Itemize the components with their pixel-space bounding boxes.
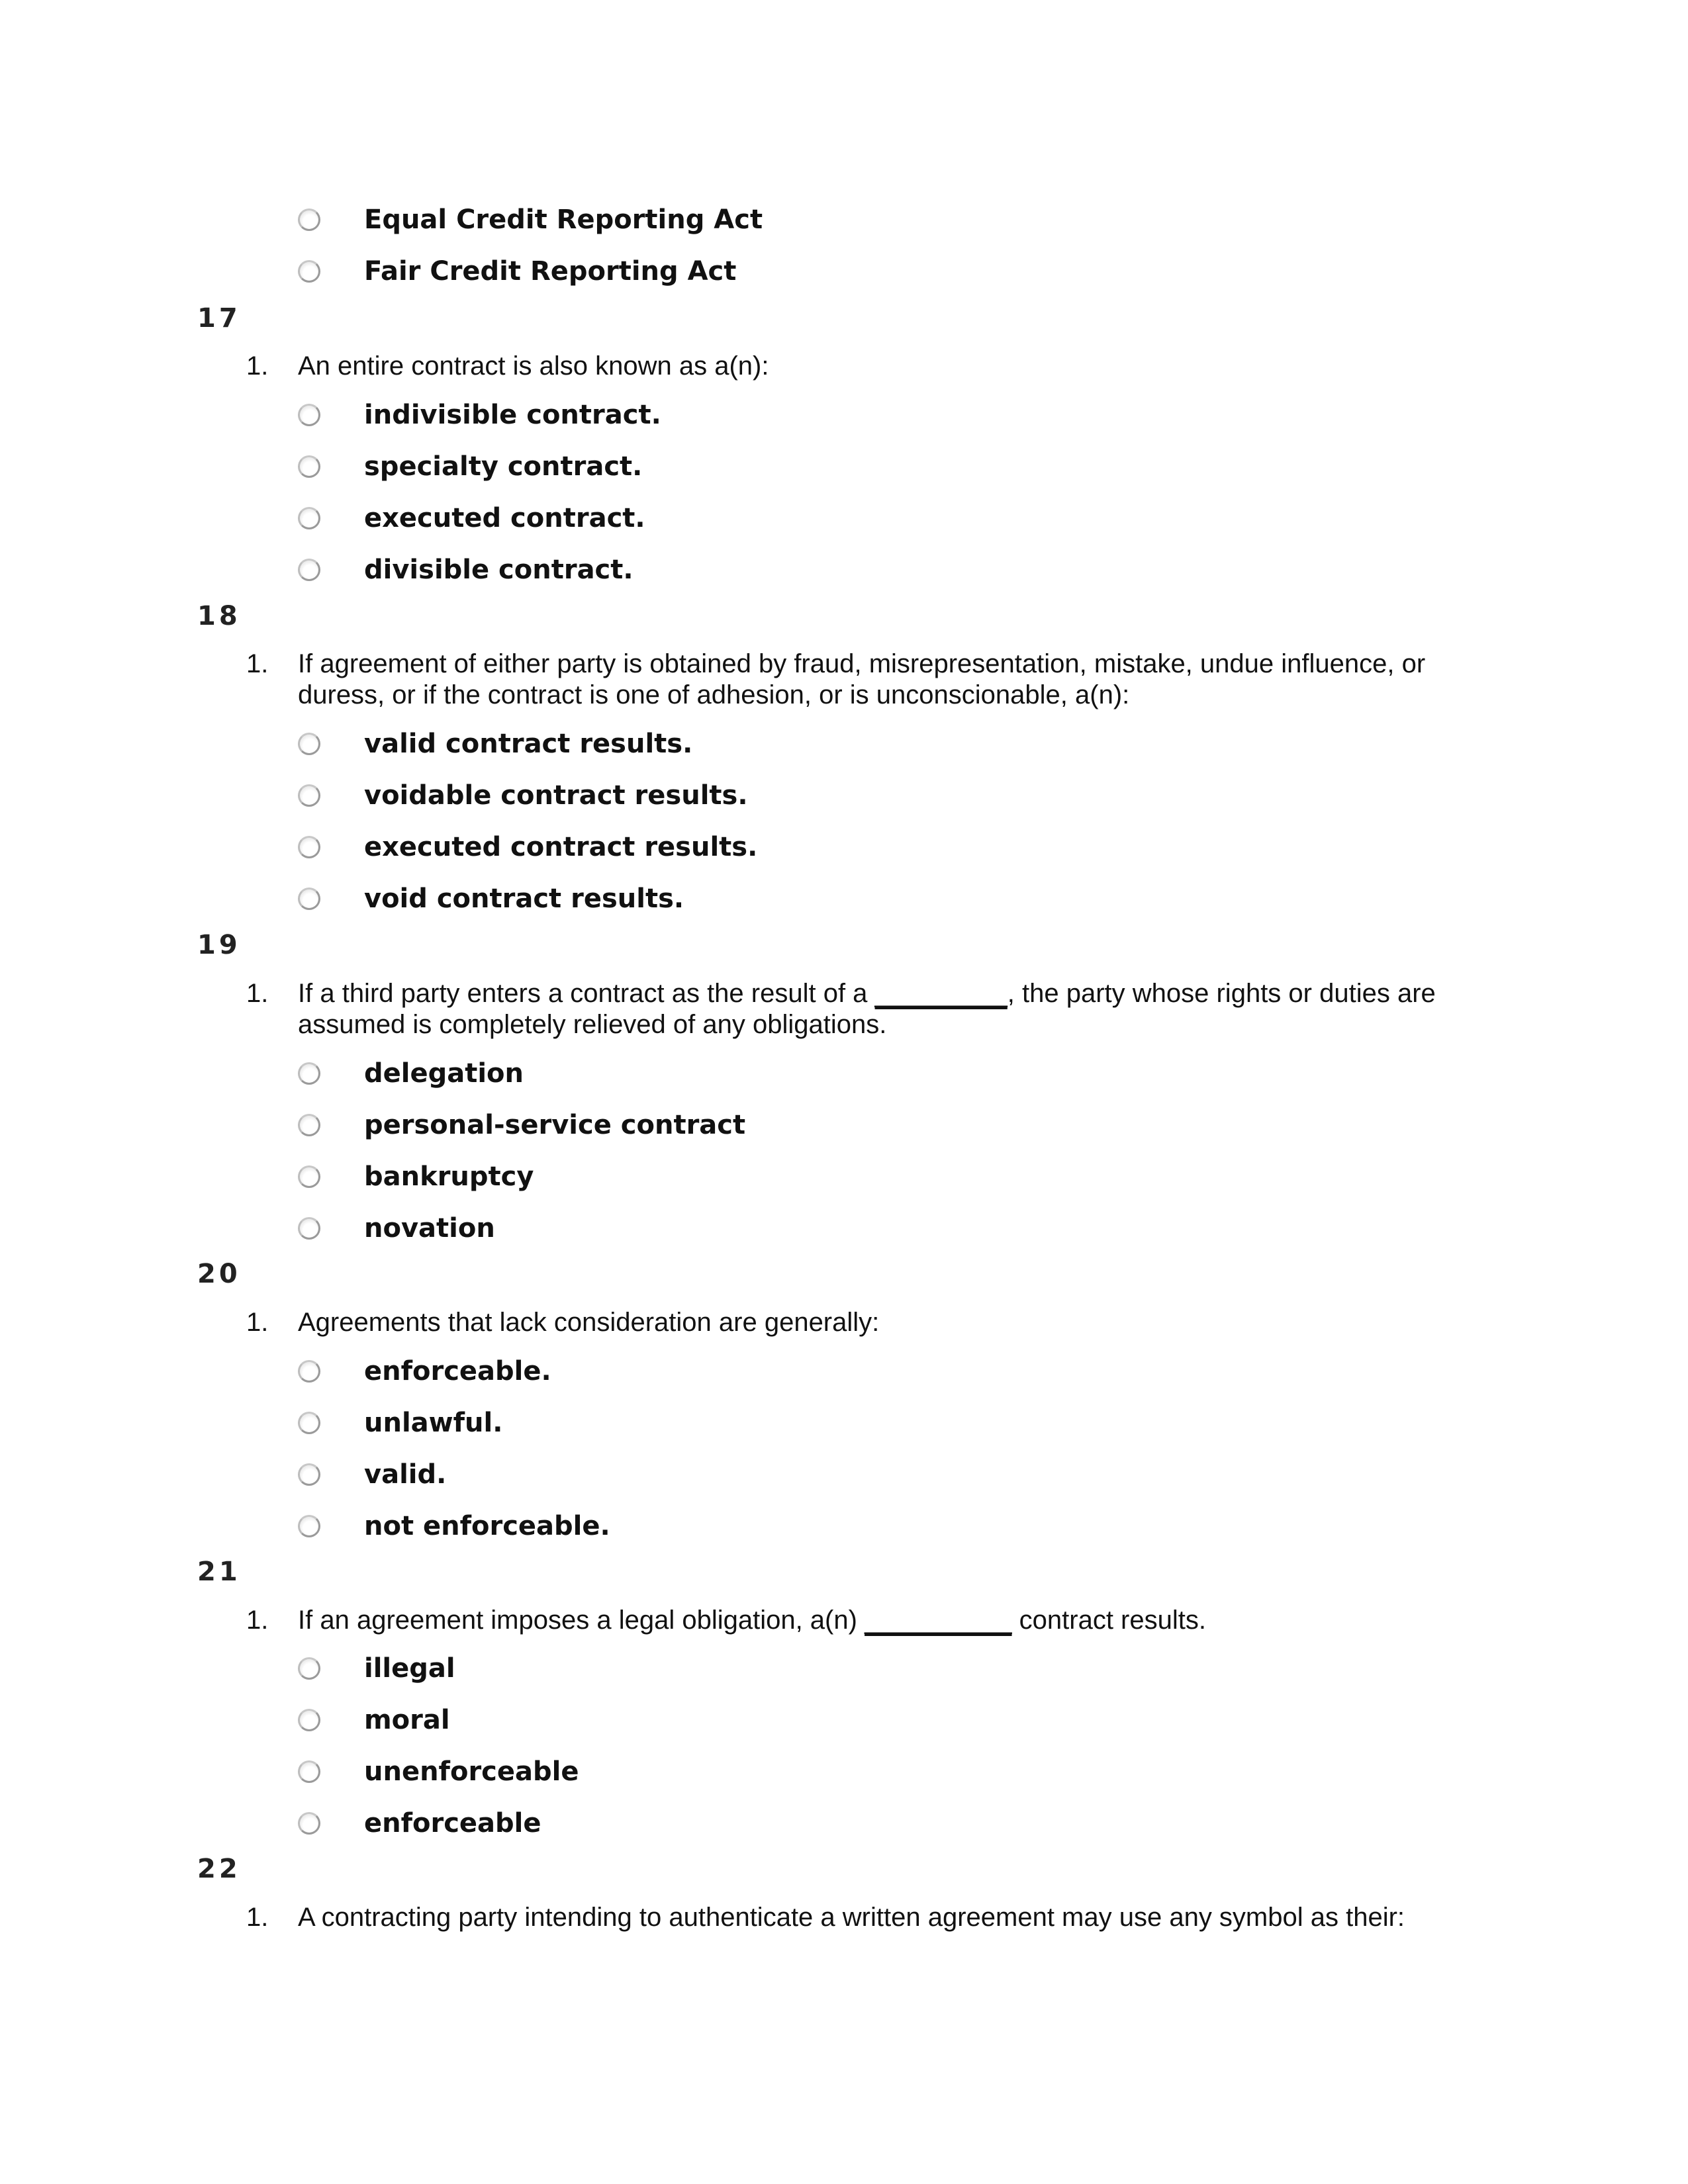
- answer-options: [298, 1643, 579, 1849]
- option-label: novation: [364, 1213, 495, 1244]
- option-label: Equal Credit Reporting Act: [364, 205, 763, 235]
- option-label: moral: [364, 1705, 450, 1735]
- answer-option[interactable]: [298, 1500, 610, 1552]
- radio-button[interactable]: [298, 1657, 320, 1680]
- answer-option[interactable]: [298, 821, 757, 873]
- question-number: 19: [197, 930, 241, 960]
- option-label: personal-service contract: [364, 1110, 746, 1140]
- fill-in-blank: _________: [874, 979, 1008, 1008]
- answer-option[interactable]: [298, 389, 661, 441]
- question-text: [246, 649, 1491, 711]
- answer-option[interactable]: [298, 1345, 610, 1397]
- question-prompt: If agreement of either party is obtained by fraud, misrepresentation, mistake, undue influence, or duress, or if the contract is one of adhesion, or is unconscionable, a(n):: [298, 649, 1426, 709]
- question-prompt: A contracting party intending to authenticate a written agreement may use any symbol as their:: [298, 1903, 1405, 1932]
- answer-option[interactable]: [298, 1797, 579, 1849]
- answer-option[interactable]: [298, 194, 763, 246]
- radio-button[interactable]: [298, 404, 320, 426]
- option-label: executed contract.: [364, 503, 645, 533]
- question-number: 18: [197, 601, 241, 631]
- answer-option[interactable]: [298, 1694, 579, 1746]
- item-number: 1.: [246, 351, 269, 381]
- answer-option[interactable]: [298, 441, 661, 492]
- question-text: [246, 1902, 1491, 1933]
- question-text: [246, 1605, 1491, 1636]
- option-label: executed contract results.: [364, 832, 758, 862]
- radio-button[interactable]: [298, 260, 320, 283]
- radio-button[interactable]: [298, 455, 320, 478]
- radio-button[interactable]: [298, 887, 320, 910]
- answer-options: [298, 1345, 610, 1552]
- radio-button[interactable]: [298, 733, 320, 755]
- option-label: specialty contract.: [364, 451, 643, 482]
- answer-option[interactable]: [298, 873, 757, 925]
- question-number: 17: [197, 303, 241, 334]
- option-label: voidable contract results.: [364, 780, 748, 811]
- option-label: indivisible contract.: [364, 400, 661, 430]
- answer-option[interactable]: [298, 1151, 745, 1203]
- option-label: unlawful.: [364, 1408, 503, 1438]
- radio-button[interactable]: [298, 784, 320, 807]
- option-label: valid contract results.: [364, 729, 693, 759]
- answer-option[interactable]: [298, 1099, 745, 1151]
- question-number: 21: [197, 1557, 241, 1587]
- option-label: valid.: [364, 1459, 447, 1490]
- question-text: [246, 351, 1491, 382]
- item-number: 1.: [246, 1606, 269, 1635]
- item-number: 1.: [246, 979, 269, 1008]
- question-prompt: [298, 978, 1491, 1040]
- answer-option[interactable]: [298, 246, 763, 297]
- radio-button[interactable]: [298, 1463, 320, 1486]
- radio-button[interactable]: [298, 1165, 320, 1188]
- option-label: divisible contract.: [364, 555, 633, 585]
- answer-option[interactable]: [298, 1048, 745, 1099]
- radio-button[interactable]: [298, 1515, 320, 1537]
- radio-button[interactable]: [298, 836, 320, 858]
- question-number: 22: [197, 1854, 241, 1884]
- prompt-text-after: contract results.: [1011, 1606, 1206, 1635]
- answer-options: [298, 718, 757, 925]
- option-label: unenforceable: [364, 1756, 579, 1787]
- option-label: illegal: [364, 1653, 455, 1684]
- radio-button[interactable]: [298, 1062, 320, 1085]
- prompt-text-before: If an agreement imposes a legal obligation, a(n): [298, 1606, 865, 1635]
- radio-button[interactable]: [298, 1760, 320, 1783]
- radio-button[interactable]: [298, 1412, 320, 1434]
- radio-button[interactable]: [298, 1217, 320, 1240]
- question-prompt: An entire contract is also known as a(n):: [298, 351, 769, 381]
- answer-option[interactable]: [298, 770, 757, 821]
- option-label: Fair Credit Reporting Act: [364, 256, 737, 287]
- question-number: 20: [197, 1259, 241, 1289]
- answer-option[interactable]: [298, 1643, 579, 1694]
- option-label: enforceable: [364, 1808, 541, 1839]
- option-label: not enforceable.: [364, 1511, 610, 1541]
- question-prompt: Agreements that lack consideration are generally:: [298, 1308, 880, 1337]
- item-number: 1.: [246, 1903, 269, 1932]
- answer-option[interactable]: [298, 1203, 745, 1254]
- answer-option[interactable]: [298, 1746, 579, 1797]
- radio-button[interactable]: [298, 1812, 320, 1835]
- prompt-text-before: If a third party enters a contract as the result of a: [298, 979, 875, 1008]
- item-number: 1.: [246, 1308, 269, 1337]
- question-text: [246, 1307, 1491, 1338]
- radio-button[interactable]: [298, 208, 320, 231]
- prompt-text-after: , the party whose rights or duties are assumed is completely relieved of any obligations.: [298, 979, 1436, 1039]
- radio-button[interactable]: [298, 1114, 320, 1136]
- option-label: enforceable.: [364, 1356, 551, 1387]
- answer-options: [298, 1048, 745, 1254]
- option-label: bankruptcy: [364, 1161, 534, 1192]
- option-label: delegation: [364, 1058, 524, 1089]
- answer-option[interactable]: [298, 1397, 610, 1449]
- radio-button[interactable]: [298, 507, 320, 529]
- question-prompt: [298, 1605, 1491, 1636]
- option-label: void contract results.: [364, 884, 684, 914]
- radio-button[interactable]: [298, 1360, 320, 1383]
- radio-button[interactable]: [298, 559, 320, 581]
- answer-options: [298, 389, 661, 596]
- item-number: 1.: [246, 649, 269, 678]
- answer-option[interactable]: [298, 492, 661, 544]
- fill-in-blank: __________: [865, 1606, 1012, 1635]
- answer-option[interactable]: [298, 544, 661, 596]
- question-text: [246, 978, 1491, 1040]
- answer-option[interactable]: [298, 718, 757, 770]
- radio-button[interactable]: [298, 1709, 320, 1731]
- answer-options: [298, 194, 763, 297]
- answer-option[interactable]: [298, 1449, 610, 1500]
